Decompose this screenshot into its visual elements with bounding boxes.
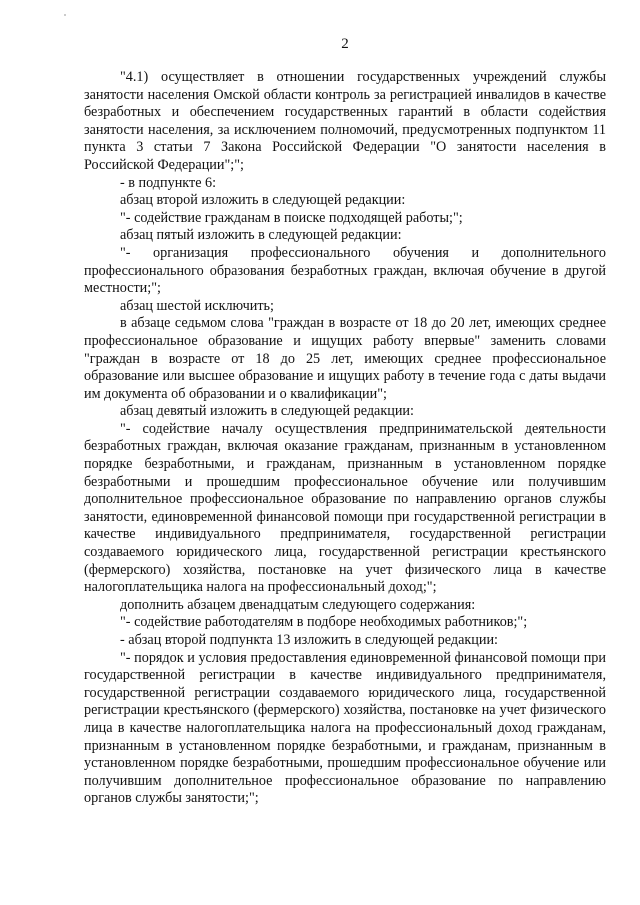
document-body <box>84 69 606 808</box>
paragraph-4-1: "4.1) осуществляет в отношении государственных учреждений службы занятости населения Омской области контроль за регистрацией инвалидов в качестве безработных и обеспечением государственных гарантий в области содействия занятости населения, за исключением полномочий, предусмотренных подпунктом 11 пункта 3 статьи 7 Закона Российской Федерации "О занятости населения в Российской Федерации";"; <box>84 69 606 173</box>
paragraph-subpoint-13-instruction: - абзац второй подпункта 13 изложить в следующей редакции: <box>120 632 499 648</box>
paragraph-abzac-9-text: "- содействие началу осуществления предпринимательской деятельности безработных граждан, включая оказание гражданам, признанным в установленном порядке безработными, и гражданам, признанным в установленном порядке безработными и прошедшим профессиональное обучение или получившим дополнительное профессиональное образование по направлению органов службы занятости, единовременной финансовой помощи при государственной регистрации в качестве индивидуального предпринимателя, государственной регистрации создаваемого юридического лица, государственной регистрации крестьянского (фермерского) хозяйства, постановке на учет физического лица в качестве налогоплательщика налога на профессиональный доход;"; <box>84 420 606 596</box>
paragraph-subpoint-6: - в подпункте 6: <box>120 174 217 191</box>
paragraph-abzac-6-exclude: абзац шестой исключить; <box>120 297 274 314</box>
page-number: 2 <box>341 36 349 52</box>
paragraph-abzac-5-text: "- организация профессионального обучения и дополнительного профессионального образования безработных граждан, включая обучение в другой местности;"; <box>84 244 606 297</box>
scan-speck <box>64 14 66 16</box>
paragraph-abzac-9-instruction: абзац девятый изложить в следующей редакции: <box>120 403 414 420</box>
paragraph-abzac-5-instruction: абзац пятый изложить в следующей редакции: <box>120 227 402 244</box>
paragraph-abzac-7-replace: в абзаце седьмом слова "граждан в возрасте от 18 до 20 лет, имеющих среднее профессиональное образование и ищущих работу впервые" заменить словами "граждан в возрасте от 18 до 25 лет, имеющих среднее профессиональное образование или высшее образование и ищущих работу в течение года с даты выдачи им документа об образовании и о квалификации"; <box>84 315 606 402</box>
paragraph-abzac-2-text: "- содействие гражданам в поиске подходящей работы;"; <box>120 209 463 226</box>
paragraph-abzac-12-instruction: дополнить абзацем двенадцатым следующего содержания: <box>120 596 476 613</box>
paragraph-abzac-12-text: "- содействие работодателям в подборе необходимых работников;"; <box>120 614 528 631</box>
paragraph-subpoint-13-text: "- порядок и условия предоставления единовременной финансовой помощи при государственной регистрации в качестве индивидуального предпринимателя, государственной регистрации создаваемого юридического лица, государственной регистрации крестьянского (фермерского) хозяйства, постановке на учет физического лица в качестве налогоплательщика налога на профессиональный доход гражданам, признанным в установленном порядке безработными, и гражданам, признанным в установленном порядке безработными, прошедшим профессиональное обучение или получившим дополнительное профессиональное образование по направлению органов службы занятости;"; <box>84 649 606 807</box>
paragraph-abzac-2-instruction: абзац второй изложить в следующей редакции: <box>120 192 406 209</box>
